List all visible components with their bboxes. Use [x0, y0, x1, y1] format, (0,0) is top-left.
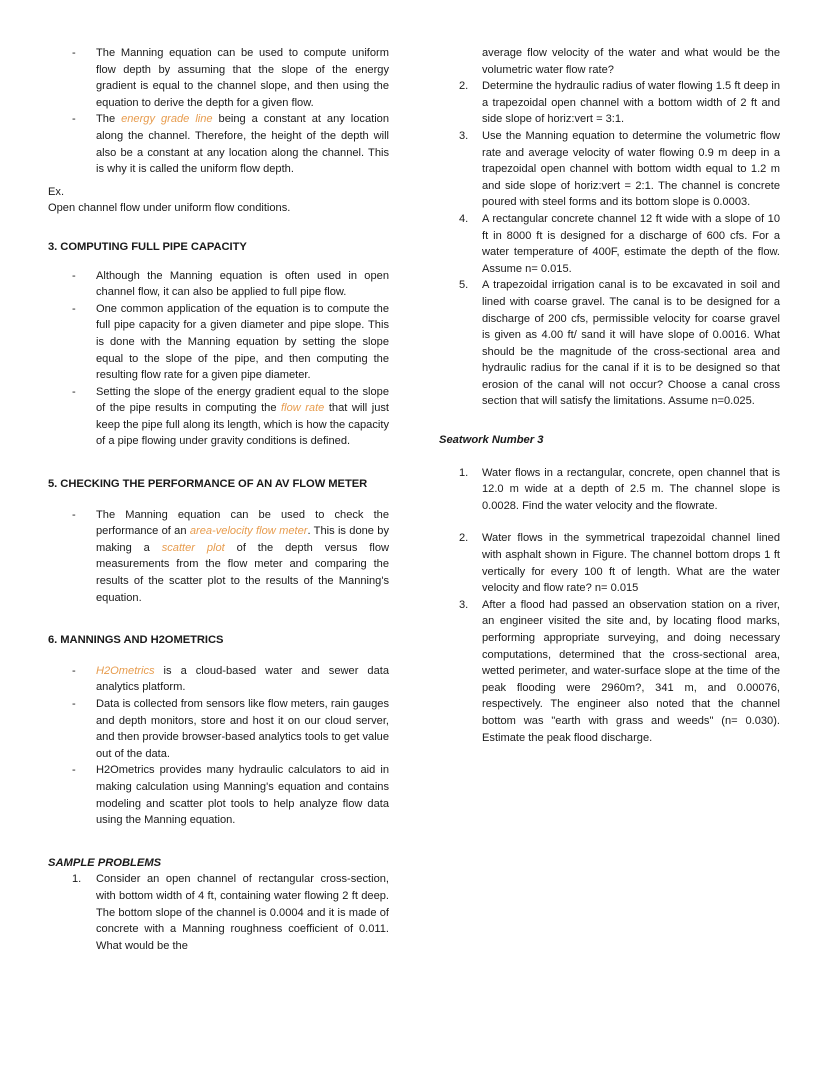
section-heading-5: 5. CHECKING THE PERFORMANCE OF AN AV FLOW METER [48, 478, 368, 491]
bullet-text-prefix: The [96, 113, 122, 126]
problem-text: A trapezoidal irrigation canal is to be excavated in soil and lined with coarse gravel. The canal is to be designed for a discharge of 200 cfs, permissible velocity for coarse gravel is given as 4.00 ft/ sand it will have slope of 0.0016. What should be the magnitude of the cross-sectional area and hydraulic radius for the canal if it is to be designed so that erosion of the canal will not occur? Choose a canal cross section that will satisfy the limitations. Assume n=0.025. [482, 279, 780, 408]
problem-text: A rectangular concrete channel 12 ft wide with a slope of 10 ft in 8000 ft is designed for a discharge of 600 cfs. For a water temperature of 400F, estimate the depth of the flow. Assume n= 0.015. [482, 212, 780, 275]
dash-bullet-icon: - [72, 47, 76, 59]
list-item [439, 530, 780, 596]
list-item [439, 465, 780, 515]
bullet-text: The Manning equation can be used to compute uniform flow depth by assuming that the slope of the energy gradient is equal to the channel slope, and then using the equation to derive the depth for a given flow. [96, 47, 389, 109]
list-item [439, 597, 780, 746]
bullet-text: Although the Manning equation is often used in open channel flow, it can also be applied to full pipe flow. [96, 269, 389, 299]
list-item [48, 268, 389, 301]
bullet-text-suffix: of the depth versus flow measurements from the flow meter and comparing the results of the scatter plot to the results of the Manning's equation. [96, 541, 389, 604]
example-label: Ex. [48, 185, 65, 198]
h2ometrics-bullets [48, 663, 389, 829]
dash-bullet-icon: - [72, 508, 76, 521]
bullet-text-suffix: is a cloud-based water and sewer data analytics platform. [96, 664, 389, 694]
list-item [48, 696, 389, 762]
list-number: 4. [459, 212, 469, 225]
sample-problems-list-left [48, 871, 389, 954]
dash-bullet-icon: - [72, 113, 76, 126]
bullet-text: One common application of the equation is to compute the full pipe capacity for a given diameter and pipe slope. This is done with the Manning equation by setting the slope equal to the slope of the pipe, and then computing the resulting flow rate for a given pipe diameter. [96, 302, 389, 382]
dash-bullet-icon: - [72, 664, 76, 677]
bullet-text-mid: . This is done by making a [96, 525, 390, 554]
seatwork-problems-list [439, 465, 780, 747]
dash-bullet-icon: - [72, 385, 76, 398]
list-number: 1. [72, 873, 82, 886]
dash-bullet-icon: - [72, 302, 76, 315]
accent-term-energy-grade-line: energy grade line [121, 113, 213, 126]
list-item [439, 128, 780, 211]
bullet-text-suffix: that will just keep the pipe full along its length, which is how the capacity of a pipe flowing under gravity conditions is defined. [96, 402, 390, 448]
list-item [48, 111, 389, 177]
example-text: Open channel flow under uniform flow conditions. [48, 202, 291, 215]
dash-bullet-icon: - [72, 764, 76, 777]
bullet-text-prefix: Setting the slope of the energy gradient equal to the slope of the pipe results in computing the [96, 385, 389, 415]
left-column [48, 45, 389, 954]
seatwork-heading: Seatwork Number 3 [439, 434, 544, 447]
accent-term-h2ometrics: H2Ometrics [96, 664, 155, 677]
list-item [48, 45, 389, 111]
accent-term-flow-rate: flow rate [281, 402, 325, 415]
problem-text: Consider an open channel of rectangular cross-section, with bottom width of 4 ft, containing water flowing 2 ft deep. The bottom slope of the channel is 0.0004 and it is made of concrete with a Manning roughness coefficient of 0.011. What would be the [96, 873, 389, 952]
list-number: 3. [459, 598, 469, 611]
problem-text: Determine the hydraulic radius of water flowing 1.5 ft deep in a trapezoidal open channel with a bottom width of 2 ft and side slope of horiz:vert = 3:1. [482, 80, 780, 126]
right-column [439, 45, 780, 746]
bullet-text-prefix: The Manning equation can be used to check the performance of an [96, 508, 389, 538]
problem-text: Water flows in a rectangular, concrete, open channel that is 12.0 m wide at a depth of 2.5 m. The channel slope is 0.0028. Find the water velocity and the flowrate. [482, 466, 780, 512]
problem-text: After a flood had passed an observation station on a river, an engineer visited the site and, by locating flood marks, performing appropriate surveying, and doing necessary computations, determined that the cross-sectional area, wetted perimeter, and water-surface slope at the time of the peak flooding were 2960m?, 341 m, and 0.00076, respectively. The engineer also noted that the channel bottom was "earth with grass and weeds" (n= 0.030). Estimate the peak flood discharge. [482, 598, 780, 744]
accent-term-area-velocity-flow-meter: area-velocity flow meter [189, 525, 308, 538]
section-heading-3: 3. COMPUTING FULL PIPE CAPACITY [48, 240, 247, 253]
two-column-body [48, 45, 780, 954]
sample-problems-list-right [439, 78, 780, 410]
accent-term-scatter-plot: scatter plot [161, 541, 225, 554]
dash-bullet-icon: - [72, 269, 76, 282]
section-heading-6: 6. MANNINGS AND H2OMETRICS [48, 634, 224, 647]
list-number: 2. [459, 80, 469, 93]
list-item [48, 507, 389, 607]
list-number: 5. [459, 279, 469, 292]
av-flow-meter-bullets [48, 507, 389, 607]
bullet-text: Data is collected from sensors like flow meters, rain gauges and depth monitors, store and host it on our cloud server, and then provide browser-based analytics tools to get value out of the data. [96, 698, 389, 760]
list-item [48, 384, 389, 450]
dash-bullet-icon: - [72, 698, 76, 710]
problem-text: Water flows in the symmetrical trapezoidal channel lined with asphalt shown in Figure. The channel bottom drops 1 ft vertically for every 100 ft of length. What are the water velocity and flow rate? n= 0.015 [482, 532, 780, 595]
list-number: 3. [459, 129, 469, 142]
continued-text: average flow velocity of the water and what would be the volumetric water flow rate? [482, 47, 780, 76]
list-item [48, 301, 389, 384]
full-pipe-capacity-bullets [48, 268, 389, 451]
list-item [48, 871, 389, 954]
list-number: 1. [459, 466, 469, 479]
list-item [439, 78, 780, 128]
list-number: 2. [459, 532, 469, 545]
list-gap [439, 514, 780, 530]
list-item [48, 762, 389, 828]
bullet-text: H2Ometrics provides many hydraulic calculators to aid in making calculation using Manning's equation and contains modeling and scatter plot tools to help analyze flow data using the Manning equation. [96, 764, 389, 827]
sample-problems-heading: SAMPLE PROBLEMS [48, 856, 162, 869]
list-item [48, 663, 389, 696]
continued-paragraph [439, 45, 780, 78]
bullet-text-suffix: being a constant at any location along the channel. Therefore, the height of the depth will also be a constant at any location along the channel. This is why it is called the uniform flow depth. [96, 113, 390, 176]
list-item [439, 277, 780, 410]
uniform-flow-depth-bullets [48, 45, 389, 178]
list-item [439, 211, 780, 277]
problem-text: Use the Manning equation to determine the volumetric flow rate and average velocity of water flowing 0.9 m deep in a trapezoidal open channel with bottom width equal to 1.2 m and side slope of horiz:vert = 2:1. The channel is concrete poured with steel forms and its bottom slope is 0.0003. [482, 129, 780, 209]
